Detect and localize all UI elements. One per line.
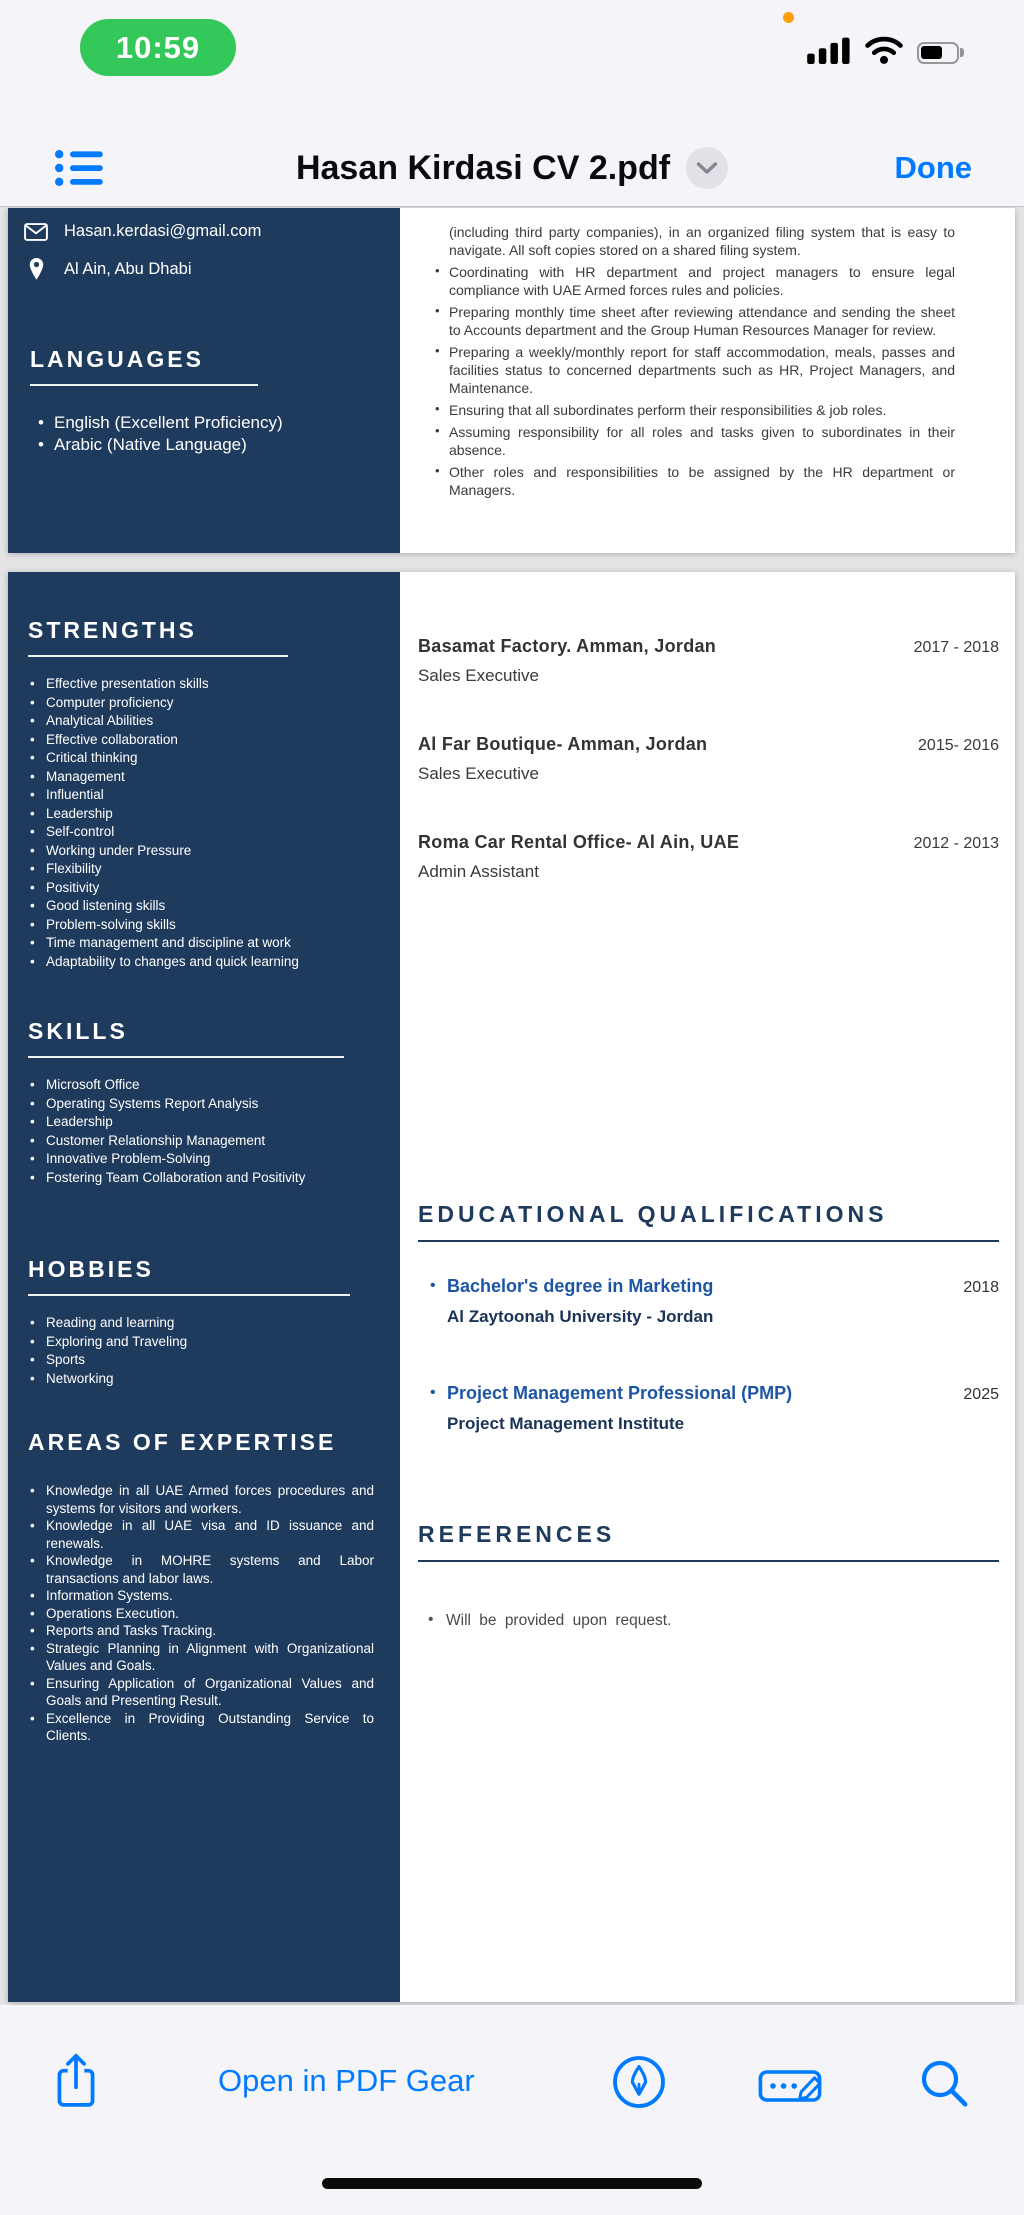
strength-item: • Time management and discipline at work — [28, 934, 374, 953]
location-pin-icon — [22, 257, 50, 281]
strength-item: • Management — [28, 768, 374, 787]
bottom-toolbar — [0, 2005, 1024, 2215]
strengths-underline — [28, 655, 288, 657]
expertise-item: • Strategic Planning in Alignment with Organizational Values and Goals. — [28, 1640, 374, 1675]
done-button[interactable]: Done — [894, 150, 972, 185]
pdf-page-1 — [8, 208, 1015, 553]
signature-field-icon — [758, 2098, 822, 2115]
strength-item: • Critical thinking — [28, 749, 374, 768]
experience-entry — [418, 832, 999, 883]
hobbies-underline — [28, 1294, 350, 1296]
duty-item: • Preparing monthly time sheet after reviewing attendance and sending the sheet to Accounts department and the Group Human Resources Manager for review. — [434, 303, 955, 339]
status-icons — [807, 36, 965, 69]
email-row — [22, 222, 376, 241]
strength-item: • Effective presentation skills — [28, 675, 374, 694]
strength-item: • Positivity — [28, 879, 374, 898]
education-heading: EDUCATIONAL QUALIFICATIONS — [418, 1201, 888, 1227]
education-year: 2025 — [963, 1386, 999, 1403]
skill-item: • Innovative Problem-Solving — [28, 1150, 374, 1169]
pdf-scroll-area[interactable] — [0, 208, 1024, 2008]
bulleted-list-icon — [54, 176, 104, 193]
duty-item: • Coordinating with HR department and project managers to ensure legal compliance with UAE Armed forces rules and policies. — [434, 263, 955, 299]
language-item: • English (Excellent Proficiency) — [36, 412, 376, 434]
hobbies-heading: HOBBIES — [28, 1256, 154, 1282]
experience-role: Sales Executive — [418, 764, 539, 783]
expertise-item: • Reports and Tasks Tracking. — [28, 1622, 374, 1640]
status-time: 10:59 — [115, 29, 201, 65]
hobby-item: • Exploring and Traveling — [28, 1333, 374, 1352]
education-title: • Project Management Professional (PMP) — [447, 1383, 793, 1403]
experience-entry — [418, 734, 999, 785]
experience-entry — [418, 636, 999, 687]
hobby-item: • Reading and learning — [28, 1314, 374, 1333]
share-button[interactable] — [52, 2051, 100, 2109]
strength-item: • Problem-solving skills — [28, 916, 374, 935]
duty-item: • Other roles and responsibilities to be assigned by the HR department or Managers. — [434, 463, 955, 499]
wifi-icon — [865, 36, 903, 69]
strength-item: • Influential — [28, 786, 374, 805]
hobbies-list — [28, 1314, 374, 1388]
open-in-pdf-gear-button[interactable]: Open in PDF Gear — [218, 2063, 475, 2098]
skill-item: • Operating Systems Report Analysis — [28, 1095, 374, 1114]
markup-button[interactable] — [612, 2055, 666, 2109]
cv-sidebar-page2 — [8, 572, 400, 2002]
strength-item: • Working under Pressure — [28, 842, 374, 861]
search-icon — [918, 2096, 970, 2113]
cellular-signal-icon — [807, 37, 851, 69]
experience-company: Roma Car Rental Office- Al Ain, UAE — [418, 832, 740, 852]
status-time-pill[interactable] — [80, 19, 236, 76]
fill-and-sign-button[interactable] — [758, 2061, 822, 2111]
strength-item: • Effective collaboration — [28, 731, 374, 750]
reference-item: • Will be provided upon request. — [428, 1612, 999, 1630]
duty-item: • Ensuring that all subordinates perform their responsibilities & job roles. — [434, 401, 955, 419]
cv-main-page1 — [400, 208, 1015, 553]
education-institution: Al Zaytoonah University - Jordan — [447, 1307, 714, 1326]
strength-item: • Computer proficiency — [28, 694, 374, 713]
education-rule — [418, 1240, 999, 1242]
skill-item: • Leadership — [28, 1113, 374, 1132]
duties-continuation-text: (including third party companies), in an organized filing system that is easy to navigate. All soft copies stored on a shared filing system. — [449, 224, 955, 258]
expertise-item: • Knowledge in all UAE Armed forces procedures and systems for visitors and workers. — [28, 1482, 374, 1517]
education-item — [418, 1383, 999, 1434]
languages-heading: LANGUAGES — [30, 346, 204, 372]
strength-item: • Analytical Abilities — [28, 712, 374, 731]
cv-sidebar-page1 — [8, 208, 400, 553]
experience-role: Admin Assistant — [418, 862, 539, 881]
cv-main-page2 — [400, 572, 1015, 2002]
location-row — [22, 257, 376, 281]
experience-company: Al Far Boutique- Amman, Jordan — [418, 734, 708, 754]
experience-period: 2017 - 2018 — [913, 639, 999, 656]
references-list — [418, 1612, 999, 1630]
top-chrome — [0, 0, 1024, 207]
experience-period: 2012 - 2013 — [913, 835, 999, 852]
language-item: • Arabic (Native Language) — [36, 434, 376, 456]
duty-item: • Assuming responsibility for all roles and tasks given to subordinates in their absence. — [434, 423, 955, 459]
mail-icon — [22, 223, 50, 241]
pdf-page-2 — [8, 572, 1015, 2002]
title-dropdown-button[interactable] — [686, 147, 728, 189]
hobby-item: • Networking — [28, 1370, 374, 1389]
strength-item: • Leadership — [28, 805, 374, 824]
duty-item: • Preparing a weekly/monthly report for staff accommodation, meals, passes and facilities status to concerned departments such as HR, Project Managers, and Maintenance. — [434, 343, 955, 397]
expertise-item: • Information Systems. — [28, 1587, 374, 1605]
strength-item: • Self-control — [28, 823, 374, 842]
skills-heading: SKILLS — [28, 1018, 128, 1044]
expertise-item: • Operations Execution. — [28, 1605, 374, 1623]
education-item — [418, 1276, 999, 1327]
strengths-heading: STRENGTHS — [28, 617, 197, 643]
experience-role: Sales Executive — [418, 666, 539, 685]
chevron-down-icon — [696, 161, 718, 175]
thumbnails-menu-button[interactable] — [54, 147, 104, 189]
duties-list — [434, 263, 955, 499]
areas-of-expertise-heading: AREAS OF EXPERTISE — [28, 1429, 337, 1455]
expertise-item: • Excellence in Providing Outstanding Service to Clients. — [28, 1710, 374, 1745]
languages-underline — [30, 384, 258, 386]
experience-section — [400, 636, 1015, 930]
references-rule — [418, 1560, 999, 1562]
experience-period: 2015- 2016 — [918, 737, 999, 754]
education-year: 2018 — [963, 1279, 999, 1296]
strength-item: • Flexibility — [28, 860, 374, 879]
expertise-item: • Ensuring Application of Organizational Values and Goals and Presenting Result. — [28, 1675, 374, 1710]
skill-item: • Fostering Team Collaboration and Positivity — [28, 1169, 374, 1188]
mic-indicator-dot — [783, 12, 794, 23]
skill-item: • Microsoft Office — [28, 1076, 374, 1095]
pen-circle-icon — [612, 2096, 666, 2113]
strength-item: • Adaptability to changes and quick learning — [28, 953, 374, 972]
battery-icon — [917, 42, 965, 64]
expertise-item: • Knowledge in all UAE visa and ID issuance and renewals. — [28, 1517, 374, 1552]
references-heading: REFERENCES — [418, 1521, 616, 1547]
search-button[interactable] — [918, 2057, 970, 2109]
references-section — [400, 1520, 1015, 1630]
share-icon — [52, 2096, 100, 2113]
education-list — [418, 1276, 999, 1434]
skills-list — [28, 1076, 374, 1187]
home-indicator[interactable] — [322, 2178, 702, 2189]
strengths-list — [28, 675, 374, 971]
navigation-bar — [0, 130, 1024, 206]
experience-company: Basamat Factory. Amman, Jordan — [418, 636, 717, 656]
education-section — [400, 1200, 1015, 1434]
skills-underline — [28, 1056, 344, 1058]
languages-list — [36, 412, 376, 456]
education-institution: Project Management Institute — [447, 1414, 685, 1433]
document-title: Hasan Kirdasi CV 2.pdf — [295, 148, 671, 187]
expertise-item: • Knowledge in MOHRE systems and Labor transactions and labor laws. — [28, 1552, 374, 1587]
location-text: Al Ain, Abu Dhabi — [64, 259, 192, 278]
strength-item: • Good listening skills — [28, 897, 374, 916]
document-title-group — [296, 147, 728, 189]
skill-item: • Customer Relationship Management — [28, 1132, 374, 1151]
email-text: Hasan.kerdasi@gmail.com — [64, 222, 262, 240]
hobby-item: • Sports — [28, 1351, 374, 1370]
expertise-list — [28, 1482, 374, 1745]
education-title: • Bachelor's degree in Marketing — [447, 1276, 714, 1296]
